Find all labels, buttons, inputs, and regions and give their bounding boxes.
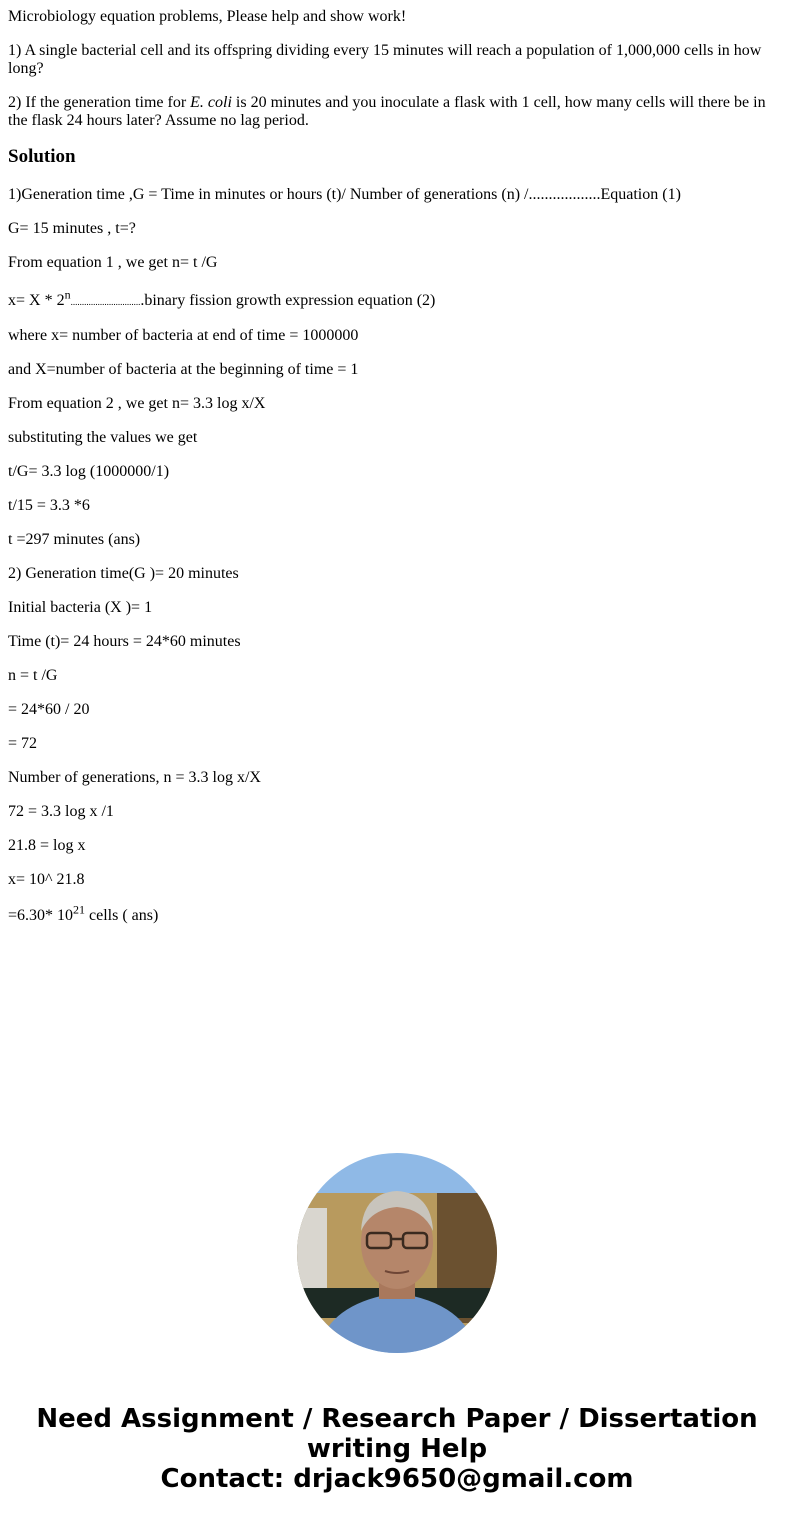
solution-line: 2) Generation time(G )= 20 minutes: [8, 565, 239, 582]
solution-line: Initial bacteria (X )= 1: [8, 599, 153, 616]
question-2-post: is 20 minutes and you inoculate a flask with 1 cell, how many cells will there be in the flask 24 hours later? Assume no lag period.: [8, 94, 766, 129]
question-2-organism: E. coli: [190, 94, 232, 111]
solution-line: Time (t)= 24 hours = 24*60 minutes: [8, 633, 241, 650]
author-portrait-image: [297, 1153, 497, 1353]
solution-line: G= 15 minutes , t=?: [8, 220, 136, 237]
solution-line: = 24*60 / 20: [8, 701, 90, 718]
solution-line: substituting the values we get: [8, 429, 198, 446]
solution-line: 72 = 3.3 log x /1: [8, 803, 114, 820]
solution-line-equation-2: x= X * 2$^n$................................binary fission growth expression equation (2): [8, 287, 436, 309]
author-avatar: [297, 1153, 497, 1353]
solution-line: From equation 2 , we get n= 3.3 log x/X: [8, 395, 266, 412]
question-1: 1) A single bacterial cell and its offspring dividing every 15 minutes will reach a population of 1,000,000 cells in how long?: [8, 42, 762, 77]
solution-line: Number of generations, n = 3.3 log x/X: [8, 769, 261, 786]
question-2: [8, 94, 778, 130]
contact-email-line: Contact: drjack9650@gmail.com: [160, 1464, 634, 1494]
solution-line: x= 10^ 21.8: [8, 871, 85, 888]
question-title: Microbiology equation problems, Please help and show work!: [8, 8, 407, 25]
solution-line: 21.8 = log x: [8, 837, 86, 854]
solution-line: t/15 = 3.3 *6: [8, 497, 90, 514]
solution-line: where x= number of bacteria at end of time = 1000000: [8, 327, 359, 344]
solution-line: n = t /G: [8, 667, 58, 684]
solution-line: 1)Generation time ,G = Time in minutes or hours (t)/ Number of generations (n) /..................Equation (1): [8, 186, 681, 203]
solution-line: From equation 1 , we get n= t /G: [8, 254, 218, 271]
solution-answer-line: =6.30* $10^{21}$ cells ( ans): [8, 902, 159, 924]
promo-footer: [0, 1404, 794, 1494]
document-body: [8, 8, 778, 941]
solution-line: = 72: [8, 735, 38, 752]
promo-line-2: writing Help: [306, 1434, 488, 1464]
solution-line: t/G= 3.3 log (1000000/1): [8, 463, 170, 480]
solution-line: and X=number of bacteria at the beginning of time = 1: [8, 361, 359, 378]
question-2-pre: 2) If the generation time for: [8, 94, 191, 111]
promo-line-1: Need Assignment / Research Paper / Dissertation: [36, 1404, 758, 1434]
solution-heading: Solution: [8, 146, 76, 167]
solution-line: t =297 minutes (ans): [8, 531, 141, 548]
